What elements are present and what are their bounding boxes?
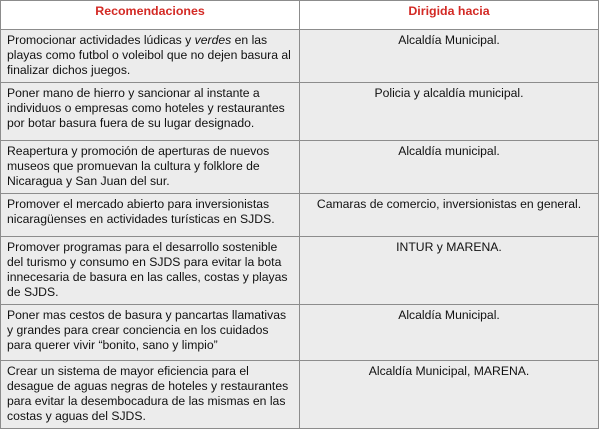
header-recomendaciones: Recomendaciones bbox=[1, 1, 300, 30]
header-row bbox=[1, 1, 599, 30]
recommendation-italic-text: verdes bbox=[194, 33, 232, 47]
recommendation-cell bbox=[1, 30, 300, 83]
target-cell: Alcaldía Municipal, MARENA. bbox=[300, 361, 599, 429]
recommendation-cell: Crear un sistema de mayor eficiencia para el desague de aguas negras de hoteles y restaurantes para evitar la desembocadura de las mismas en las costas y aguas del SJDS. bbox=[1, 361, 300, 429]
table-row bbox=[1, 237, 599, 305]
target-cell: Alcaldía Municipal. bbox=[300, 305, 599, 361]
header-dirigida-hacia: Dirigida hacia bbox=[300, 1, 599, 30]
table-row bbox=[1, 305, 599, 361]
target-cell: Alcaldía Municipal. bbox=[300, 30, 599, 83]
recommendation-text: en las playas como futbol o voleibol que no dejen basura al finalizar dichos juegos. bbox=[7, 33, 291, 77]
table-row bbox=[1, 141, 599, 194]
table-row bbox=[1, 30, 599, 83]
recommendation-cell: Reapertura y promoción de aperturas de nuevos museos que promuevan la cultura y folklore de Nicaragua y San Juan del sur. bbox=[1, 141, 300, 194]
table-row bbox=[1, 194, 599, 237]
target-cell: Alcaldía municipal. bbox=[300, 141, 599, 194]
recommendation-cell: Promover el mercado abierto para inversionistas nicaragüenses en actividades turísticas en SJDS. bbox=[1, 194, 300, 237]
recommendation-cell: Poner mas cestos de basura y pancartas llamativas y grandes para crear conciencia en los cuidados para querer vivir “bonito, sano y limpio” bbox=[1, 305, 300, 361]
table-row bbox=[1, 361, 599, 429]
target-cell: INTUR y MARENA. bbox=[300, 237, 599, 305]
recommendation-text: Promocionar actividades lúdicas y bbox=[7, 33, 195, 47]
target-cell: Policia y alcaldía municipal. bbox=[300, 83, 599, 141]
recommendation-cell: Poner mano de hierro y sancionar al instante a individuos o empresas como hoteles y restaurantes por botar basura fuera de su lugar designado. bbox=[1, 83, 300, 141]
table-row bbox=[1, 83, 599, 141]
recommendation-cell: Promover programas para el desarrollo sostenible del turismo y consumo en SJDS para evitar la bota innecesaria de basura en las calles, costas y playas de SJDS. bbox=[1, 237, 300, 305]
target-cell: Camaras de comercio, inversionistas en general. bbox=[300, 194, 599, 237]
